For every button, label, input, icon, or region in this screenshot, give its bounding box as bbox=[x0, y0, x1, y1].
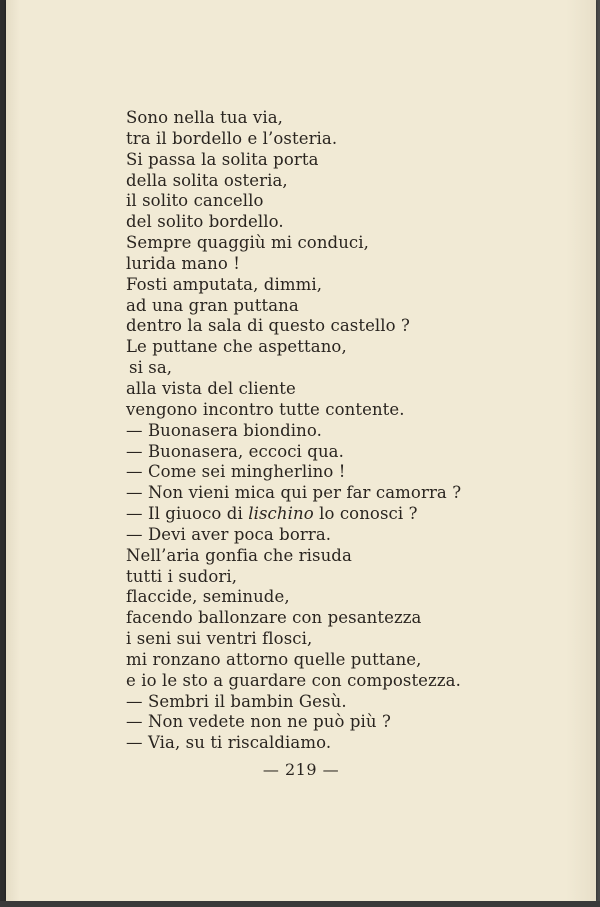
poem-line: — Via, su ti riscaldiamo. bbox=[126, 733, 332, 753]
poem-line: — Non vieni mica qui per far camorra ? bbox=[126, 483, 462, 503]
page-bottom-edge bbox=[0, 901, 600, 907]
poem-line: vengono incontro tutte contente. bbox=[126, 399, 405, 419]
poem-line-giuoco-after: lo conosci ? bbox=[313, 504, 418, 524]
poem-line: della solita osteria, bbox=[126, 170, 288, 190]
poem-text bbox=[126, 108, 461, 754]
poem-line: tra il bordello e l’osteria. bbox=[126, 128, 338, 148]
poem-line: — Non vedete non ne può più ? bbox=[126, 712, 391, 732]
poem-line: — Buonasera biondino. bbox=[126, 420, 322, 440]
poem-line: alla vista del cliente bbox=[126, 378, 296, 398]
book-page bbox=[6, 0, 596, 901]
poem-line: i seni sui ventri flosci, bbox=[126, 629, 313, 649]
poem-line: facendo ballonzare con pesantezza bbox=[126, 608, 422, 628]
poem-line-giuoco bbox=[126, 504, 461, 525]
poem-line: e io le sto a guardare con compostezza. bbox=[126, 670, 461, 690]
poem-line: il solito cancello bbox=[126, 191, 264, 211]
poem-line: si sa, bbox=[129, 358, 173, 378]
poem-line: del solito bordello. bbox=[126, 212, 284, 232]
poem-line: mi ronzano attorno quelle puttane, bbox=[126, 649, 422, 669]
poem-line-giuoco-italic: lischino bbox=[248, 504, 314, 524]
poem-line: — Devi aver poca borra. bbox=[126, 524, 332, 544]
poem-line: Nell’aria gonfia che risuda bbox=[126, 545, 352, 565]
poem-line: Sono nella tua via, bbox=[126, 108, 283, 127]
poem-line-giuoco-before: — Il giuoco di bbox=[126, 504, 249, 524]
poem-line: ad una gran puttana bbox=[126, 295, 299, 315]
poem-line: Fosti amputata, dimmi, bbox=[126, 274, 323, 294]
page-number: — 219 — bbox=[262, 760, 340, 779]
poem-line: dentro la sala di questo castello ? bbox=[126, 316, 411, 336]
poem-line: Si passa la solita porta bbox=[126, 149, 319, 169]
poem-line: — Come sei mingherlino ! bbox=[126, 462, 346, 482]
poem-line: — Buonasera, eccoci qua. bbox=[126, 441, 344, 461]
poem-line: lurida mano ! bbox=[126, 253, 240, 273]
poem-line: tutti i sudori, bbox=[126, 566, 238, 586]
poem-line: Le puttane che aspettano, bbox=[126, 337, 347, 357]
poem-line: flaccide, seminude, bbox=[126, 587, 290, 607]
poem-line: — Sembri il bambin Gesù. bbox=[126, 691, 347, 711]
poem-line: Sempre quaggiù mi conduci, bbox=[126, 233, 369, 253]
